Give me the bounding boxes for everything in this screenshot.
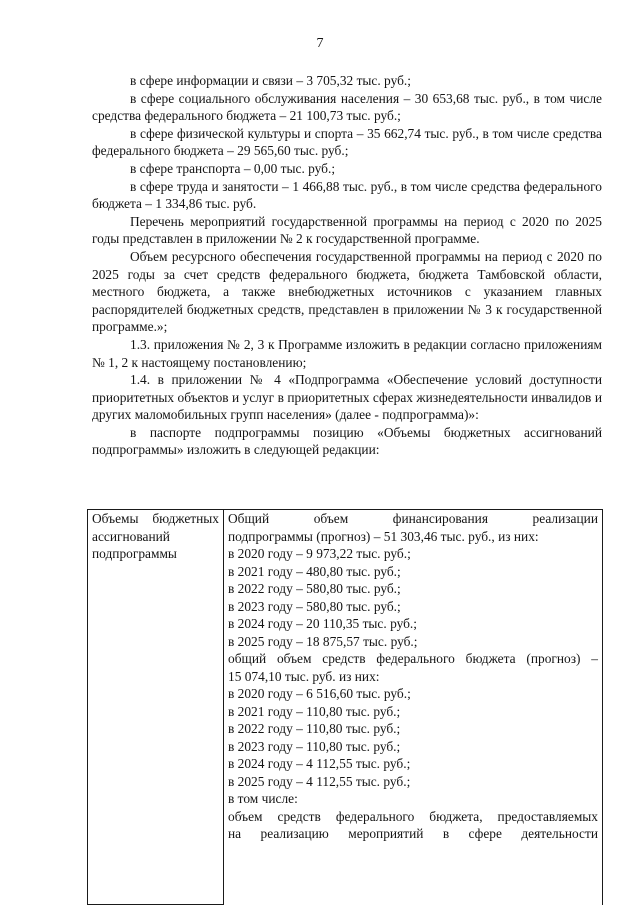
paragraph: Объем ресурсного обеспечения государственной программы на период с 2020 по 2025 годы за счет средств федерального бюджета, бюджета Тамбовской области, местного бюджета, а также внебюджетных источников с указанием главных распорядителей бюджетных средств, представлен в приложении № 3 к государственной программе.»;: [92, 248, 602, 335]
table-row: [88, 510, 603, 905]
paragraph: Перечень мероприятий государственной программы на период с 2020 по 2025 годы представлен в приложении № 2 к государственной программе.: [92, 213, 602, 247]
table-value-cell: [224, 510, 603, 905]
document-body: [92, 72, 602, 459]
table-line: объем средств федерального бюджета, предоставляемых: [228, 808, 598, 824]
table-line: в 2025 году – 4 112,55 тыс. руб.;: [228, 773, 411, 789]
table-line: в 2021 году – 480,80 тыс. руб.;: [228, 563, 401, 579]
table-line: в 2021 году – 110,80 тыс. руб.;: [228, 703, 401, 719]
table-line: подпрограммы (прогноз) – 51 303,46 тыс. руб., из них:: [228, 528, 539, 544]
paragraph: 1.4. в приложении № 4 «Подпрограмма «Обеспечение условий доступности приоритетных объектов и услуг в приоритетных сферах жизнедеятельности инвалидов и других маломобильных групп населения» (далее - подпрограмма)»:: [92, 372, 602, 423]
table-line: общий объем средств федерального бюджета (прогноз) –: [228, 651, 598, 666]
table-label-cell: [88, 510, 224, 905]
table-label: Объемы бюджетных ассигнований подпрограммы: [92, 511, 219, 561]
paragraph: в сфере труда и занятости – 1 466,88 тыс. руб., в том числе средства федерального бюджета – 1 334,86 тыс. руб.: [92, 178, 602, 212]
table-line: Общий объем финансирования реализации: [228, 511, 598, 526]
table-line: в 2020 году – 9 973,22 тыс. руб.;: [228, 546, 411, 561]
table-line: в 2024 году – 20 110,35 тыс. руб.;: [228, 616, 417, 631]
paragraph: в сфере социального обслуживания населения – 30 653,68 тыс. руб., в том числе средства федерального бюджета – 21 100,73 тыс. руб.;: [92, 90, 602, 124]
paragraph: в сфере транспорта – 0,00 тыс. руб.;: [130, 160, 336, 176]
table-line: в 2022 году – 110,80 тыс. руб.;: [228, 721, 401, 736]
table-line: на реализацию мероприятий в сфере деятельности: [228, 826, 598, 841]
paragraph: в сфере информации и связи – 3 705,32 тыс. руб.;: [130, 73, 411, 88]
table-line: в 2025 году – 18 875,57 тыс. руб.;: [228, 633, 418, 649]
paragraph: 1.3. приложения № 2, 3 к Программе изложить в редакции согласно приложениям № 1, 2 к настоящему постановлению;: [92, 336, 602, 370]
page-number: 7: [316, 36, 324, 51]
table-line: в том числе:: [228, 791, 298, 806]
table-line: в 2020 году – 6 516,60 тыс. руб.;: [228, 686, 411, 701]
table-line: в 2023 году – 580,80 тыс. руб.;: [228, 598, 401, 614]
table-line: в 2022 году – 580,80 тыс. руб.;: [228, 581, 401, 596]
table-line: в 2023 году – 110,80 тыс. руб.;: [228, 738, 401, 754]
table-line: в 2024 году – 4 112,55 тыс. руб.;: [228, 756, 411, 771]
paragraph: в паспорте подпрограммы позицию «Объемы бюджетных ассигнований подпрограммы» изложить в следующей редакции:: [92, 424, 602, 458]
paragraph: в сфере физической культуры и спорта – 35 662,74 тыс. руб., в том числе средства федерального бюджета – 29 565,60 тыс. руб.;: [92, 125, 602, 159]
budget-table: [87, 509, 603, 905]
table-line: 15 074,10 тыс. руб. из них:: [228, 668, 380, 684]
